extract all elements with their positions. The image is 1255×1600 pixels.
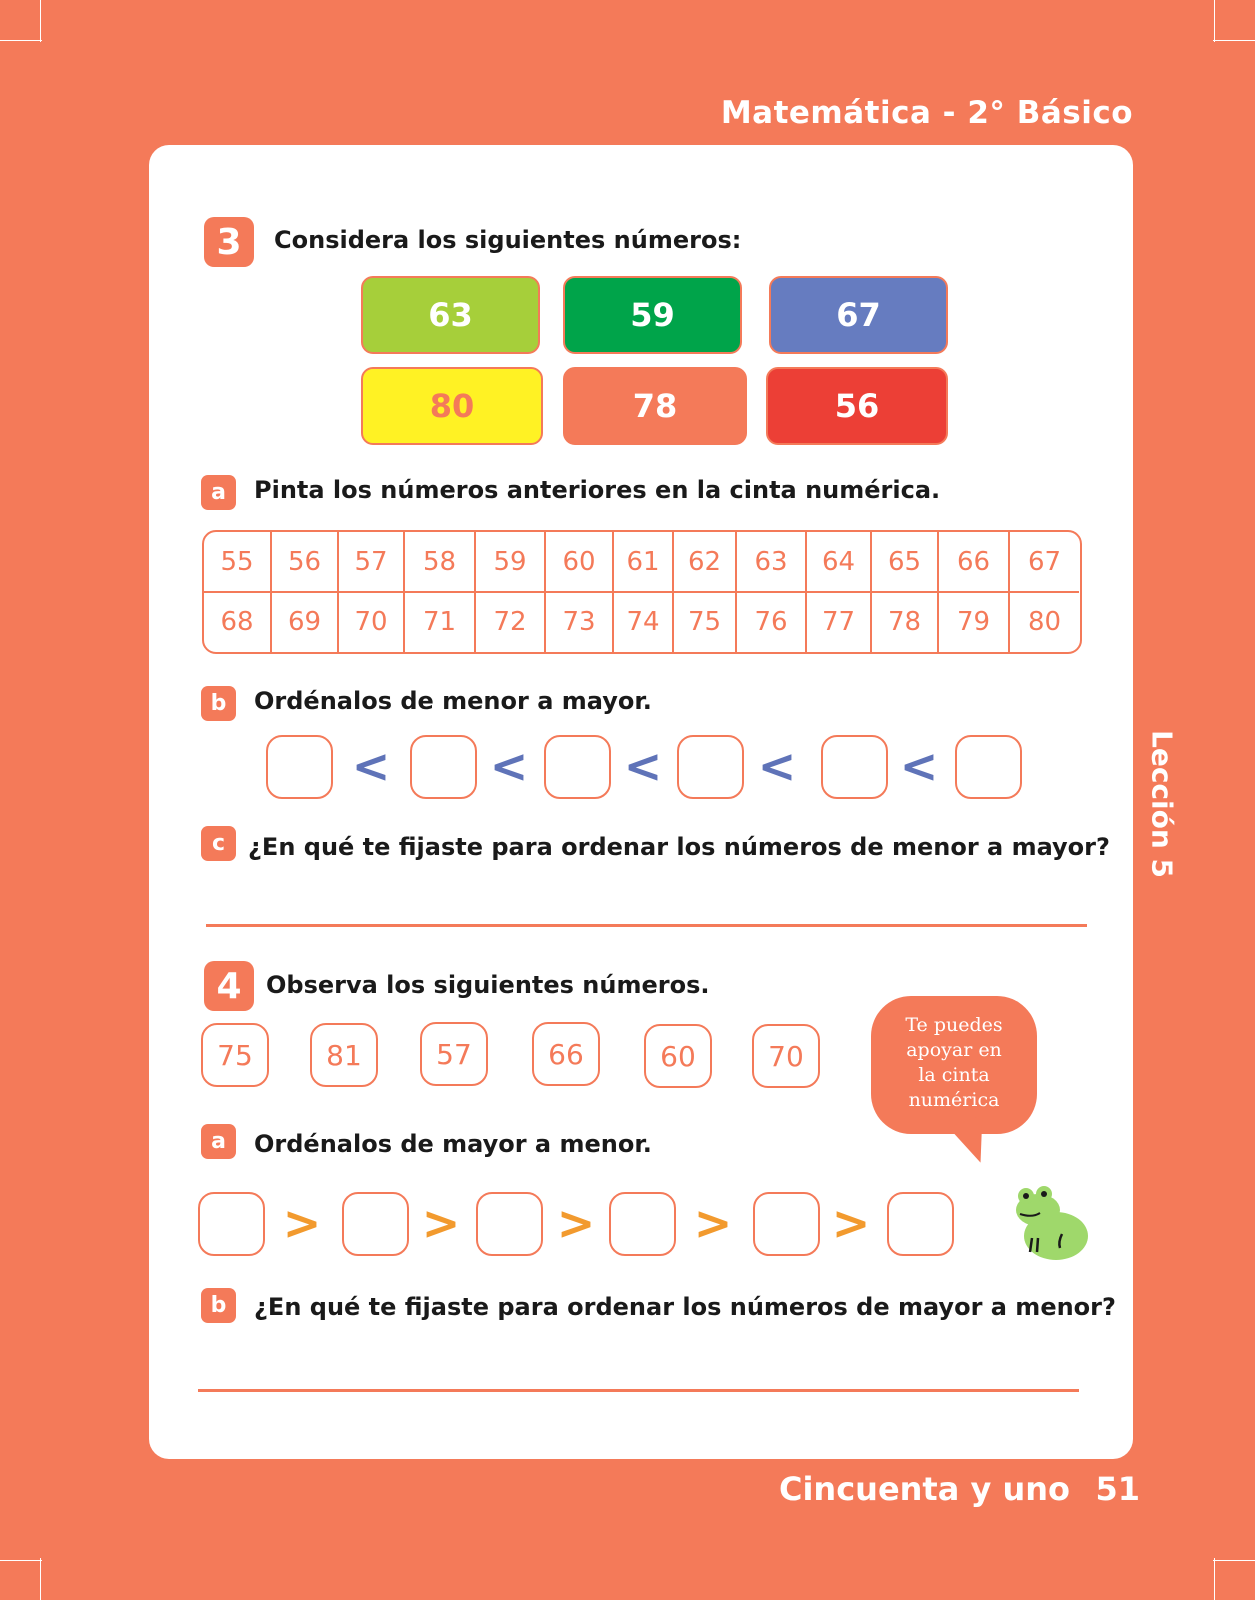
answer-box[interactable] xyxy=(677,735,744,799)
less-than-symbol: < xyxy=(489,739,529,793)
answer-line[interactable] xyxy=(198,1389,1079,1392)
answer-box[interactable] xyxy=(821,735,888,799)
number-tile: 80 xyxy=(361,367,543,445)
page-number-words: Cincuenta y uno xyxy=(778,1470,1070,1508)
tape-cell[interactable]: 57 xyxy=(339,532,405,593)
answer-box[interactable] xyxy=(544,735,611,799)
tape-cell[interactable]: 72 xyxy=(476,592,546,652)
answer-box[interactable] xyxy=(887,1192,954,1256)
greater-than-symbol: > xyxy=(556,1196,596,1250)
crop-mark xyxy=(40,1558,41,1600)
page-header-title: Matemática - 2° Básico xyxy=(720,95,1133,131)
frog-icon xyxy=(1010,1180,1094,1264)
item-a-letter: a xyxy=(201,475,236,510)
tape-cell[interactable]: 73 xyxy=(546,592,614,652)
crop-mark xyxy=(1214,1558,1215,1600)
number-tape xyxy=(202,530,1082,654)
tape-cell[interactable]: 62 xyxy=(674,532,737,593)
tape-cell[interactable]: 78 xyxy=(872,592,939,652)
number-pill: 75 xyxy=(201,1023,269,1087)
answer-box[interactable] xyxy=(753,1192,820,1256)
greater-than-symbol: > xyxy=(421,1196,461,1250)
number-pill: 57 xyxy=(420,1022,488,1086)
tape-cell[interactable]: 79 xyxy=(939,592,1010,652)
tape-cell[interactable]: 75 xyxy=(674,592,737,652)
number-pill: 81 xyxy=(310,1023,378,1087)
item-4b-text: ¿En qué te fijaste para ordenar los números de mayor a menor? xyxy=(254,1293,1116,1321)
answer-box[interactable] xyxy=(410,735,477,799)
exercise-4-number: 4 xyxy=(204,961,254,1011)
page-number: 51 xyxy=(1095,1470,1140,1508)
item-b-text: Ordénalos de menor a mayor. xyxy=(254,687,652,715)
answer-box[interactable] xyxy=(476,1192,543,1256)
less-than-symbol: < xyxy=(899,739,939,793)
item-4a-text: Ordénalos de mayor a menor. xyxy=(254,1130,652,1158)
answer-box[interactable] xyxy=(609,1192,676,1256)
answer-box[interactable] xyxy=(955,735,1022,799)
number-tile: 78 xyxy=(563,367,747,445)
number-tile: 56 xyxy=(766,367,948,445)
tape-cell[interactable]: 59 xyxy=(476,532,546,593)
greater-than-symbol: > xyxy=(831,1196,871,1250)
greater-than-symbol: > xyxy=(282,1196,322,1250)
number-pill: 70 xyxy=(752,1024,820,1088)
tape-cell[interactable]: 67 xyxy=(1010,532,1079,593)
number-tile: 67 xyxy=(769,276,948,354)
tape-cell[interactable]: 71 xyxy=(405,592,476,652)
item-4b-letter: b xyxy=(201,1288,236,1323)
answer-box[interactable] xyxy=(342,1192,409,1256)
item-b-letter: b xyxy=(201,686,236,721)
speech-bubble-text: Te puedes apoyar en la cinta numérica xyxy=(905,1014,1003,1111)
tape-cell[interactable]: 55 xyxy=(204,532,272,593)
crop-mark xyxy=(1213,40,1255,41)
item-a-text: Pinta los números anteriores en la cinta numérica. xyxy=(254,476,941,504)
exercise-3-number: 3 xyxy=(204,217,254,267)
number-pill: 60 xyxy=(644,1024,712,1088)
lesson-tab xyxy=(1142,724,1182,884)
crop-mark xyxy=(1214,0,1215,42)
tape-cell[interactable]: 68 xyxy=(204,592,272,652)
tape-cell[interactable]: 65 xyxy=(872,532,939,593)
number-tile: 59 xyxy=(563,276,742,354)
lesson-tab-label: Lección 5 xyxy=(1145,729,1179,879)
crop-mark xyxy=(0,1560,42,1561)
exercise-4-prompt: Observa los siguientes números. xyxy=(266,971,710,999)
crop-mark xyxy=(40,0,41,42)
answer-box[interactable] xyxy=(266,735,333,799)
tape-cell[interactable]: 56 xyxy=(272,532,339,593)
tape-cell[interactable]: 58 xyxy=(405,532,476,593)
item-4a-letter: a xyxy=(201,1124,236,1159)
tape-cell[interactable]: 60 xyxy=(546,532,614,593)
tape-cell[interactable]: 64 xyxy=(807,532,872,593)
greater-than-symbol: > xyxy=(693,1196,733,1250)
tape-cell[interactable]: 76 xyxy=(737,592,807,652)
answer-box[interactable] xyxy=(198,1192,265,1256)
tape-cell[interactable]: 70 xyxy=(339,592,405,652)
item-c-letter: c xyxy=(201,826,236,861)
number-tile: 63 xyxy=(361,276,540,354)
crop-mark xyxy=(0,40,42,41)
item-c-text: ¿En qué te fijaste para ordenar los números de menor a mayor? xyxy=(248,833,1110,861)
tape-cell[interactable]: 61 xyxy=(614,532,674,593)
less-than-symbol: < xyxy=(623,739,663,793)
less-than-symbol: < xyxy=(351,739,391,793)
tape-cell[interactable]: 77 xyxy=(807,592,872,652)
crop-mark xyxy=(1213,1560,1255,1561)
tape-cell[interactable]: 74 xyxy=(614,592,674,652)
answer-line[interactable] xyxy=(206,924,1087,927)
tape-cell[interactable]: 80 xyxy=(1027,607,1062,637)
exercise-3-prompt: Considera los siguientes números: xyxy=(274,226,742,254)
tape-cell[interactable]: 69 xyxy=(272,592,339,652)
tape-cell[interactable]: 66 xyxy=(939,532,1010,593)
number-pill: 66 xyxy=(532,1022,600,1086)
tape-cell[interactable]: 63 xyxy=(737,532,807,593)
less-than-symbol: < xyxy=(757,739,797,793)
